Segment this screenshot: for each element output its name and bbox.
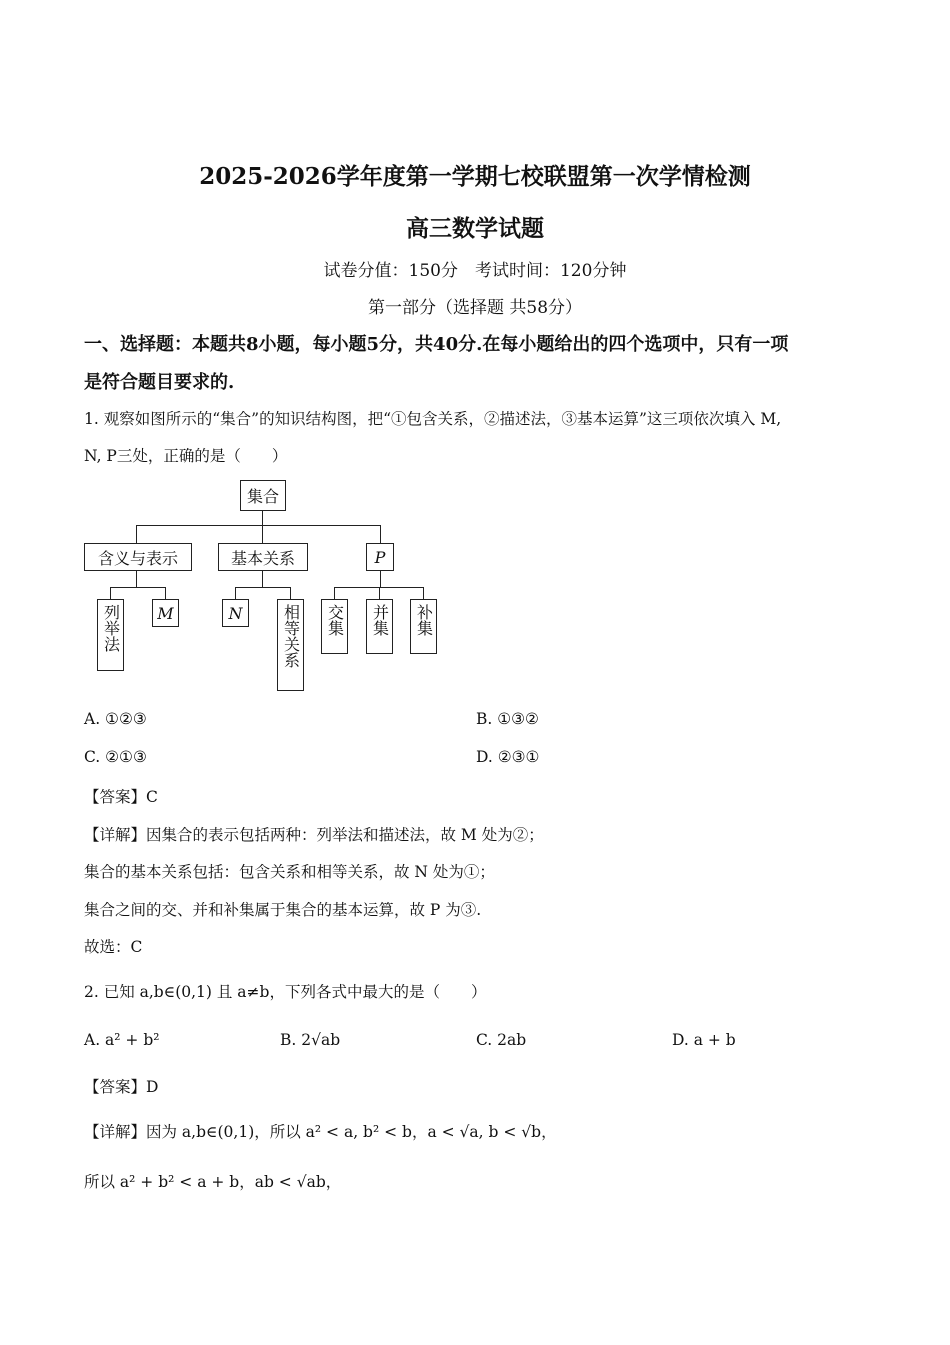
page-subtitle: 高三数学试题	[406, 215, 544, 242]
q2-answer: 【答案】D	[84, 1078, 159, 1096]
part-heading: 第一部分（选择题 共58分）	[367, 298, 583, 318]
q2-option-b: B. 2√ab	[280, 1031, 341, 1049]
q1-option-a: A. ①②③	[84, 710, 147, 728]
q1-answer: 【答案】C	[84, 788, 158, 806]
q1-option-c: C. ②①③	[84, 748, 147, 766]
q1-detail-line3: 集合之间的交、并和补集属于集合的基本运算，故 P 为③.	[84, 901, 482, 919]
q2-option-d: D. a + b	[672, 1031, 736, 1049]
q2-option-c: C. 2ab	[476, 1031, 527, 1049]
q2-option-a: A. a² + b²	[84, 1031, 160, 1049]
diagram-leaf-n: N	[222, 599, 249, 627]
diagram-leaf-listing: 列举法	[97, 599, 124, 671]
q1-stem-line2: N, P三处，正确的是（ ）	[84, 447, 288, 465]
diagram-node-meaning: 含义与表示	[84, 543, 192, 571]
diagram-node-p: P	[366, 543, 394, 571]
diagram-root-box: 集合	[240, 480, 286, 511]
q1-detail-line2: 集合的基本关系包括：包含关系和相等关系，故 N 处为①；	[84, 863, 495, 881]
q1-stem-line1: 1. 观察如图所示的“集合”的知识结构图，把“①包含关系，②描述法，③基本运算”这三项依次填入 M,	[84, 410, 782, 428]
q2-stem: 2. 已知 a,b∈(0,1) 且 a≠b，下列各式中最大的是（ ）	[84, 983, 487, 1001]
section-heading-line1: 一、选择题：本题共8小题，每小题5分，共40分.在每小题给出的四个选项中，只有一项	[84, 334, 789, 355]
exam-title: 2025-2026学年度第一学期七校联盟第一次学情检测	[199, 163, 751, 190]
q2-detail-line2: 所以 a² + b² < a + b，ab < √ab，	[84, 1173, 342, 1191]
diagram-node-relations: 基本关系	[218, 543, 308, 571]
q1-option-d: D. ②③①	[476, 748, 540, 766]
diagram-leaf-m: M	[152, 599, 179, 627]
q2-detail-line1: 【详解】因为 a,b∈(0,1)，所以 a² < a, b² < b，a < √a, b < √b，	[84, 1123, 557, 1141]
exam-info: 试卷分值：150分 考试时间：120分钟	[323, 261, 627, 281]
diagram-leaf-union: 并集	[366, 599, 393, 654]
q1-detail-line1: 【详解】因集合的表示包括两种：列举法和描述法，故 M 处为②；	[84, 826, 544, 844]
diagram-leaf-intersection: 交集	[321, 599, 348, 654]
diagram-leaf-equality: 相等关系	[277, 599, 304, 691]
diagram-leaf-complement: 补集	[410, 599, 437, 654]
q1-conclusion: 故选：C	[84, 938, 143, 956]
section-heading-line2: 是符合题目要求的.	[84, 372, 235, 393]
q1-option-b: B. ①③②	[476, 710, 539, 728]
